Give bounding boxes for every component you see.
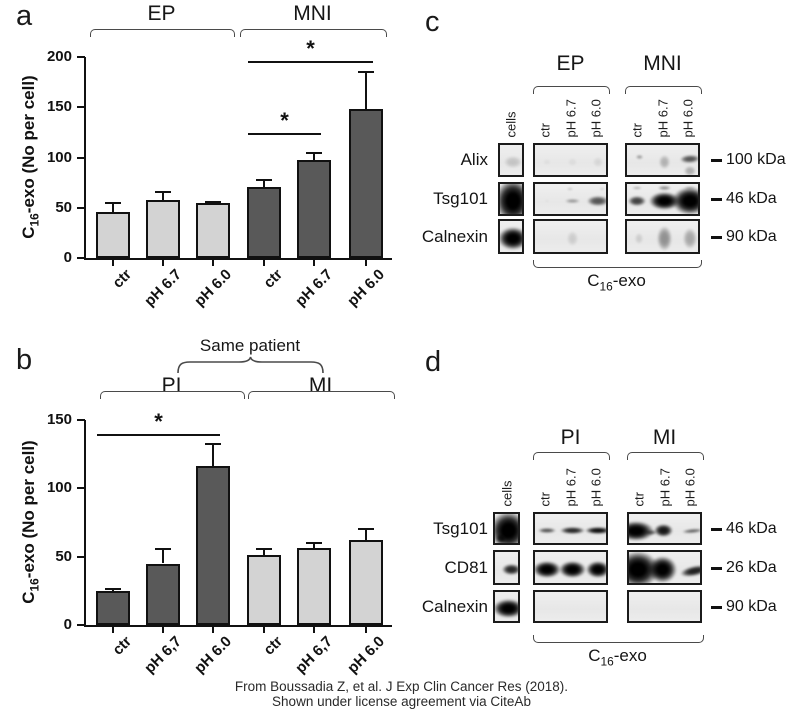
same-patient-label: Same patient [199, 336, 301, 355]
blot-band [538, 528, 556, 532]
panel-c-western-blot [400, 0, 803, 330]
bar-pH 6,7 [146, 564, 180, 626]
kda-dash-90 kDa [711, 606, 722, 609]
protein-label-Alix: Alix [460, 150, 488, 169]
blot-band [659, 155, 670, 170]
blot-band [565, 199, 580, 204]
y-tick-label-50: 50 [55, 198, 72, 216]
blot-box-PI-Tsg101 [533, 512, 608, 545]
bar-pH 6.0 [196, 466, 230, 625]
blot-band [568, 158, 577, 166]
x-tick [162, 260, 164, 266]
x-tick [112, 260, 114, 266]
lane-label-EP-pH 6.7: pH 6.7 [563, 99, 578, 138]
blot-band [493, 599, 520, 618]
kda-dash-100 kDa [711, 159, 722, 162]
blot-band [684, 187, 695, 190]
significance-asterisk: * [306, 36, 315, 62]
blot-band [587, 196, 608, 205]
x-tick [313, 627, 315, 633]
group-bracket-EP [90, 29, 235, 37]
x-label-pH 6.7: pH 6.7 [292, 266, 337, 310]
x-label-ctr: ctr [260, 633, 287, 659]
exo-suffix: -exo [613, 646, 647, 665]
blot-box-MI-Calnexin [627, 590, 702, 623]
blot-band [504, 156, 522, 168]
x-tick [263, 627, 265, 633]
x-tick [313, 260, 315, 266]
x-tick [212, 260, 214, 266]
group-label-EP: EP [556, 52, 585, 75]
protein-label-Tsg101: Tsg101 [433, 189, 488, 208]
citation [0, 679, 803, 709]
bar-pH 6.7 [297, 160, 331, 258]
bar-pH 6.7 [146, 200, 180, 258]
blot-band [533, 561, 561, 578]
group-label-MI: MI [652, 426, 677, 449]
blot-band [585, 527, 608, 535]
y-tick-100 [77, 487, 85, 489]
error-bar-line [162, 548, 164, 563]
panel-d-western-blot [400, 330, 803, 682]
bar-pH 6.0 [349, 109, 383, 258]
lane-label-PI-ctr: ctr [537, 492, 553, 507]
bar-ctr [96, 591, 130, 625]
y-tick-50 [77, 556, 85, 558]
blot-band [559, 561, 587, 578]
blot-box-MI-CD81 [627, 550, 702, 585]
same-patient-brace [177, 356, 324, 374]
x-label-pH 6.0: pH 6.0 [344, 633, 389, 677]
significance-asterisk: * [154, 408, 163, 434]
blot-band [648, 556, 678, 582]
y-tick-label-200: 200 [46, 48, 72, 65]
c16-exo-bracket [533, 260, 702, 268]
blot-band [657, 226, 673, 250]
blot-band [496, 534, 506, 544]
blot-band [498, 182, 524, 216]
panel-label-a: a [16, 0, 33, 32]
blot-band [683, 228, 697, 249]
c16-exo-bracket [533, 635, 704, 643]
lane-label-MI-pH 6.0: pH 6.0 [682, 468, 698, 507]
y-title-suffix: -exo (No per cell) [19, 75, 38, 214]
group-label-MNI: MNI [643, 52, 682, 75]
blot-box-MI-Tsg101 [627, 512, 702, 545]
blot-band [545, 200, 550, 202]
protein-label-Tsg101: Tsg101 [433, 518, 488, 538]
blot-box-cells-CD81 [493, 550, 520, 585]
panel-label-b: b [16, 344, 33, 376]
blot-band [600, 188, 605, 189]
x-label-ctr: ctr [109, 633, 136, 659]
blot-band [635, 233, 643, 244]
lane-label-MNI-pH 6.0: pH 6.0 [680, 99, 696, 138]
lane-label-cells: cells [499, 480, 514, 507]
protein-label-CD81: CD81 [444, 557, 488, 577]
c16-exo-label-c [533, 271, 700, 293]
group-bracket-PI [100, 391, 245, 399]
blot-band [567, 231, 578, 246]
kda-label-26 kDa: 26 kDa [726, 558, 777, 576]
exo-suffix: -exo [612, 271, 646, 290]
group-label-PI: PI [161, 374, 182, 397]
error-bar-cap [358, 528, 374, 530]
y-tick-label-100: 100 [46, 479, 72, 497]
kda-label-46 kDa: 46 kDa [726, 190, 777, 207]
x-label-pH 6,7: pH 6,7 [292, 633, 337, 677]
exo-sub: 16 [600, 654, 614, 669]
lane-label-PI-pH 6.0: pH 6.0 [588, 468, 604, 507]
blot-band [593, 157, 602, 167]
exo-pre: C [588, 646, 601, 665]
group-bracket-MNI [240, 29, 387, 37]
citation-line1: From Boussadia Z, et al. J Exp Clin Cancer Res (2018). [234, 679, 569, 694]
bar-pH 6,7 [297, 548, 331, 625]
y-tick-150 [77, 106, 85, 108]
bar-chart-b-plot [19, 408, 392, 677]
kda-dash-26 kDa [711, 567, 722, 570]
blot-box-MNI-Tsg101 [625, 182, 700, 216]
blot-band [560, 527, 585, 533]
x-tick [365, 260, 367, 266]
y-axis-title-b [19, 407, 41, 637]
blot-band [679, 564, 702, 580]
blot-band [672, 187, 700, 214]
y-tick-100 [77, 157, 85, 159]
y-title-sub: 16 [27, 213, 42, 227]
significance-asterisk: * [280, 108, 289, 134]
panel-label-c: c [425, 6, 440, 38]
blot-band [632, 187, 642, 190]
kda-dash-46 kDa [711, 198, 722, 201]
y-title-pre: C [19, 591, 38, 604]
blot-band [682, 528, 702, 534]
exo-sub: 16 [599, 279, 613, 294]
blot-box-MNI-Alix [625, 143, 700, 177]
error-bar-cap [105, 588, 121, 590]
protein-label-Calnexin: Calnexin [421, 596, 488, 616]
blot-band [502, 564, 520, 576]
y-tick-200 [77, 56, 85, 58]
group-bracket-MI [248, 391, 395, 399]
y-tick-0 [77, 624, 85, 626]
panel-b-bar-chart [0, 330, 403, 682]
lane-label-EP-ctr: ctr [537, 123, 553, 138]
error-bar-cap [205, 443, 221, 445]
panel-label-d: d [425, 346, 442, 378]
kda-dash-46 kDa [711, 528, 722, 531]
blot-box-MNI-Calnexin [625, 219, 700, 254]
group-label-PI: PI [560, 426, 581, 449]
panel-a-bar-chart [0, 0, 403, 330]
x-tick [263, 260, 265, 266]
lane-label-MI-pH 6.7: pH 6.7 [657, 468, 672, 507]
x-label-ctr: ctr [260, 266, 287, 292]
blot-box-cells-Calnexin [493, 590, 520, 623]
x-tick [112, 627, 114, 633]
error-bar-cap [256, 548, 272, 550]
kda-label-90 kDa: 90 kDa [726, 597, 777, 615]
y-tick-label-150: 150 [46, 411, 72, 428]
error-bar-cap [256, 179, 272, 181]
x-tick [212, 627, 214, 633]
blot-band [586, 561, 608, 578]
blot-box-PI-CD81 [533, 550, 608, 585]
lane-label-MNI-pH 6.7: pH 6.7 [655, 99, 670, 138]
kda-label-100 kDa: 100 kDa [726, 151, 786, 168]
error-bar-cap [306, 152, 322, 154]
error-bar-cap [105, 202, 121, 204]
y-tick-label-100: 100 [46, 148, 72, 166]
blot-box-PI-Calnexin [533, 590, 608, 623]
blot-box-cells-Tsg101 [498, 182, 524, 216]
error-bar-cap [358, 71, 374, 73]
x-label-ctr: ctr [109, 266, 136, 292]
lane-label-MNI-ctr: ctr [629, 123, 645, 138]
y-tick-label-0: 0 [63, 616, 72, 633]
kda-label-90 kDa: 90 kDa [726, 227, 777, 245]
error-bar-line [365, 71, 367, 109]
protein-label-Calnexin: Calnexin [421, 226, 488, 246]
blot-box-cells-Alix [498, 143, 524, 177]
y-tick-50 [77, 207, 85, 209]
blot-band [684, 166, 696, 175]
y-tick-0 [77, 257, 85, 259]
blot-box-EP-Calnexin [533, 219, 608, 254]
x-label-pH 6.0: pH 6.0 [191, 266, 236, 310]
error-bar-cap [155, 191, 171, 193]
lane-label-PI-pH 6.7: pH 6.7 [563, 468, 578, 507]
error-bar-cap [155, 548, 171, 550]
group-label-MNI: MNI [293, 2, 332, 25]
blot-box-EP-Tsg101 [533, 182, 608, 216]
blot-box-cells-Tsg101 [493, 512, 520, 545]
citation-line2: Shown under license agreement via CiteAb [272, 694, 531, 709]
bar-pH 6.0 [349, 540, 383, 625]
y-title-pre: C [19, 226, 38, 239]
blot-band [498, 227, 524, 250]
x-label-pH 6.0: pH 6.0 [344, 266, 389, 310]
x-label-pH 6,7: pH 6,7 [141, 633, 186, 677]
lane-label-MI-ctr: ctr [631, 492, 647, 507]
group-label-MI: MI [308, 374, 333, 397]
lane-label-EP-pH 6.0: pH 6.0 [588, 99, 604, 138]
bar-pH 6.0 [196, 203, 230, 258]
x-tick [365, 627, 367, 633]
blot-band [636, 155, 643, 159]
error-bar-cap [306, 542, 322, 544]
blot-band [658, 186, 672, 189]
x-label-pH 6.0: pH 6.0 [191, 633, 236, 677]
error-bar-line [212, 443, 214, 466]
x-tick [162, 627, 164, 633]
kda-dash-90 kDa [711, 236, 722, 239]
blot-band [680, 154, 700, 163]
exo-pre: C [587, 271, 600, 290]
blot-band [567, 188, 573, 189]
blot-box-EP-Alix [533, 143, 608, 177]
y-title-sub: 16 [27, 578, 42, 592]
lane-label-cells: cells [503, 111, 519, 138]
bar-ctr [96, 212, 130, 258]
blot-band [654, 524, 673, 536]
bar-ctr [247, 555, 281, 625]
y-tick-150 [77, 419, 85, 421]
blot-band [628, 196, 645, 207]
x-label-pH 6.7: pH 6.7 [141, 266, 186, 310]
bar-chart-a-plot [19, 36, 392, 310]
kda-label-46 kDa: 46 kDa [726, 519, 777, 537]
bar-ctr [247, 187, 281, 258]
blot-box-cells-Calnexin [498, 219, 524, 254]
y-title-suffix: -exo (No per cell) [19, 440, 38, 579]
y-tick-label-0: 0 [63, 249, 72, 266]
y-tick-label-50: 50 [55, 547, 72, 565]
y-tick-label-150: 150 [46, 98, 72, 116]
group-label-EP: EP [147, 2, 176, 25]
blot-band [543, 159, 552, 166]
c16-exo-label-d [533, 646, 702, 668]
